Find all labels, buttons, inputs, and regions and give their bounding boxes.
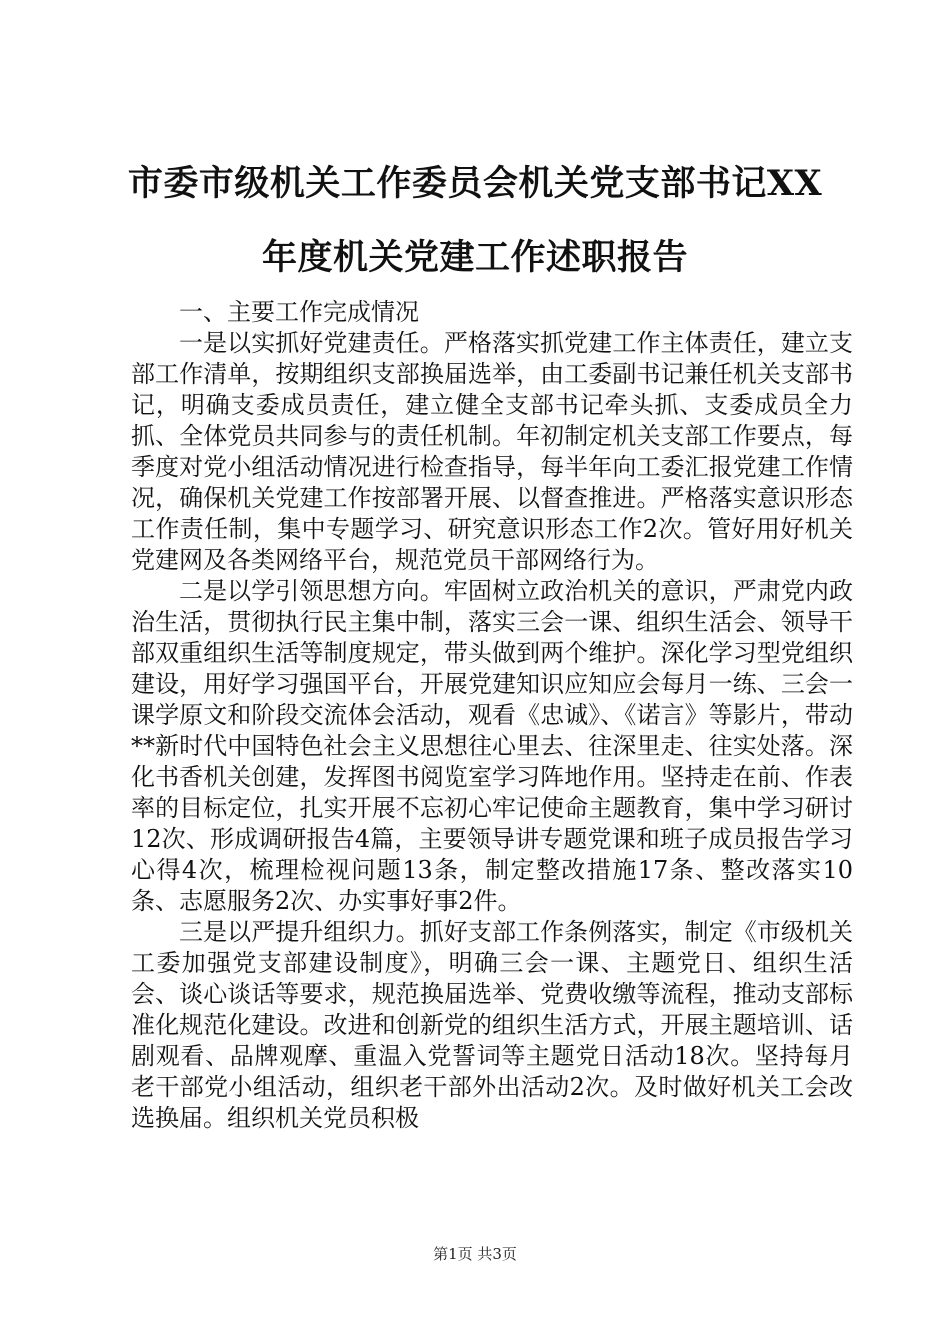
document-title-line-1: 市委市级机关工作委员会机关党支部书记XX bbox=[127, 163, 823, 204]
document-body bbox=[131, 297, 853, 1134]
paragraph-1: 一是以实抓好党建责任。严格落实抓党建工作主体责任，建立支部工作清单，按期组织支部换届选举，由工委副书记兼任机关支部书记，明确支委成员责任，建立健全支部书记牵头抓、支委成员全力抓、全体党员共同参与的责任机制。年初制定机关支部工作要点，每季度对党小组活动情况进行检查指导，每半年向工委汇报党建工作情况，确保机关党建工作按部署开展、以督查推进。严格落实意识形态工作责任制，集中专题学习、研究意识形态工作2次。管好用好机关党建网及各类网络平台，规范党员干部网络行为。 bbox=[131, 329, 853, 574]
paragraph-3: 三是以严提升组织力。抓好支部工作条例落实，制定《市级机关工委加强党支部建设制度》，明确三会一课、主题党日、组织生活会、谈心谈话等要求，规范换届选举、党费收缴等流程，推动支部标准化规范化建设。改进和创新党的组织生活方式，开展主题培训、话剧观看、品牌观摩、重温入党誓词等主题党日活动18次。坚持每月老干部党小组活动，组织老干部外出活动2次。及时做好机关工会改选换届。组织机关党员积极 bbox=[131, 918, 853, 1132]
document-title-line-2: 年度机关党建工作述职报告 bbox=[261, 237, 688, 278]
paragraph-2: 二是以学引领思想方向。牢固树立政治机关的意识，严肃党内政治生活，贯彻执行民主集中制，落实三会一课、组织生活会、领导干部双重组织生活等制度规定，带头做到两个维护。深化学习型党组织建设，用好学习强国平台，开展党建知识应知应会每月一练、三会一课学原文和阶段交流体会活动，观看《忠诚》、《诺言》等影片，带动**新时代中国特色社会主义思想往心里去、往深里走、往实处落。深化书香机关创建，发挥图书阅览室学习阵地作用。坚持走在前、作表率的目标定位，扎实开展不忘初心牢记使命主题教育，集中学习研讨12次、形成调研报告4篇，主要领导讲专题党课和班子成员报告学习心得4次，梳理检视问题13条，制定整改措施17条、整改落实10条、志愿服务2次、办实事好事2件。 bbox=[131, 577, 853, 915]
page-number-footer: 第1页 共3页 bbox=[433, 1245, 517, 1263]
section-heading: 一、主要工作完成情况 bbox=[179, 298, 419, 326]
